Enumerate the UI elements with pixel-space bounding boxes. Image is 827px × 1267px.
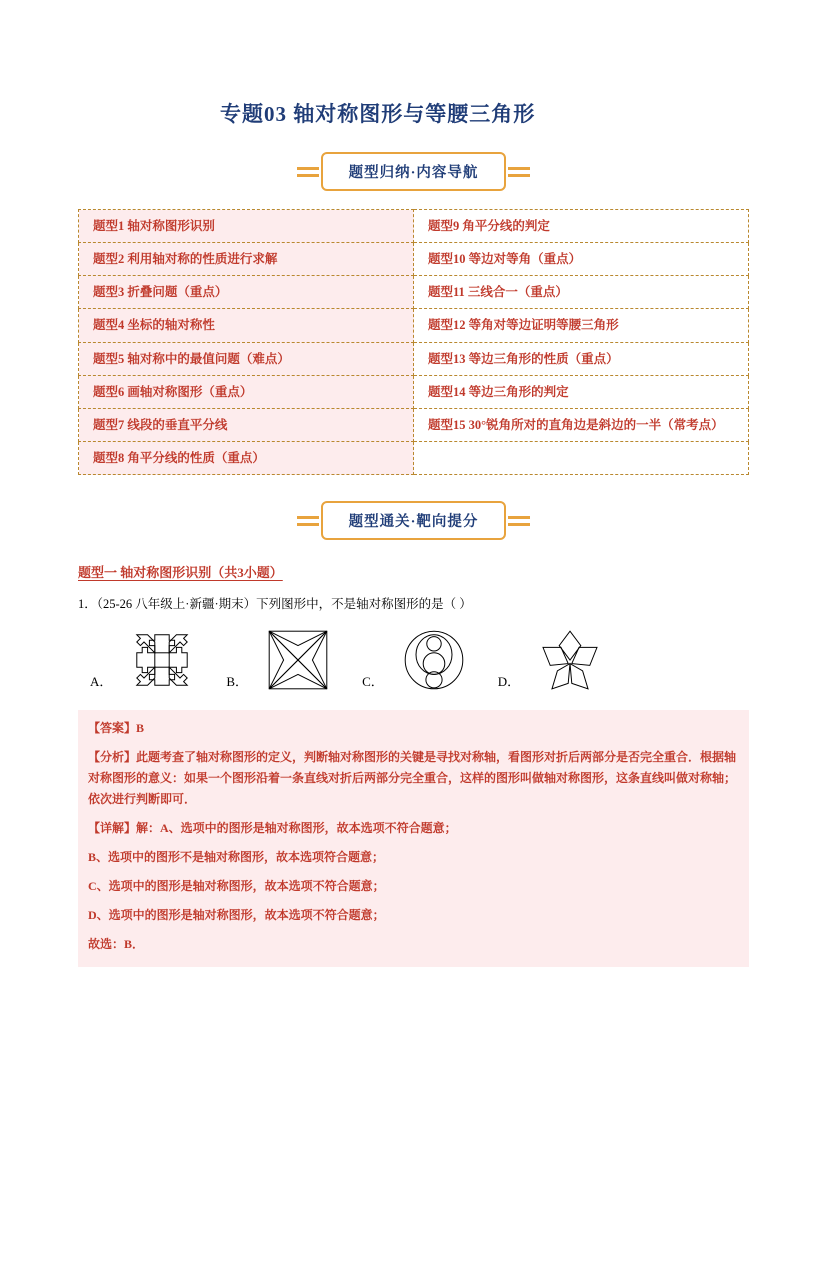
pinwheel-figure [250,624,346,696]
index-cell-right: 题型13 等边三角形的性质（重点） [414,342,749,375]
table-row [79,210,749,243]
answer-line: 【答案】B [88,721,145,735]
flower-figure [522,624,618,696]
answer-explanation-block [78,710,749,967]
banner-section-practice [78,501,749,540]
banner-first-label: 题型归纳·内容导航 [348,165,479,181]
option-d-label: D． [497,674,521,689]
answer-line: 【分析】此题考查了轴对称图形的定义，判断轴对称图形的关键是寻找对称轴，看图形对折后两部分是否完全重合．根据轴对称图形的意义：如果一个图形沿着一条直线对折后两部分完全重合，这样的图形叫做轴对称图形，这条直线叫做对称轴；依次进行判断即可． [88,750,737,806]
index-cell-right-empty [414,441,749,474]
table-row [79,408,749,441]
circles-figure [386,624,482,696]
index-cell-right: 题型12 等角对等边证明等腰三角形 [414,309,749,342]
index-cell-left: 题型6 画轴对称图形（重点） [79,375,414,408]
index-cell-left: 题型2 利用轴对称的性质进行求解 [79,243,414,276]
table-row [79,342,749,375]
table-row [79,309,749,342]
answer-line: 故选：B． [88,937,145,951]
option-b [226,624,346,696]
banner-right-wing-icon [506,165,532,179]
banner-box-first [321,152,507,191]
index-cell-right: 题型11 三线合一（重点） [414,276,749,309]
question-options-figures [78,624,749,696]
index-cell-left: 题型7 线段的垂直平分线 [79,408,414,441]
answer-line: B、选项中的图形不是轴对称图形，故本选项符合题意； [88,850,385,864]
option-b-label: B． [226,674,249,689]
document-page [0,98,827,1267]
index-cell-left: 题型4 坐标的轴对称性 [79,309,414,342]
table-row [79,276,749,309]
banner-left-wing-icon [295,165,321,179]
table-row [79,441,749,474]
index-cell-right: 题型14 等边三角形的判定 [414,375,749,408]
index-cell-right: 题型9 角平分线的判定 [414,210,749,243]
banner-section-navigation [78,152,749,191]
option-c-label: C． [362,674,384,689]
page-title: 专题03 轴对称图形与等腰三角形 [220,102,536,126]
index-cell-right: 题型15 30°锐角所对的直角边是斜边的一半（常考点） [414,408,749,441]
index-table [78,209,749,475]
answer-line: D、选项中的图形是轴对称图形，故本选项不符合题意； [88,908,385,922]
answer-line: 【详解】解：A、选项中的图形是轴对称图形，故本选项不符合题意； [88,821,457,835]
banner-box-second [321,501,507,540]
index-cell-right: 题型10 等边对等角（重点） [414,243,749,276]
option-a-label: A． [90,674,113,689]
index-cell-left: 题型1 轴对称图形识别 [79,210,414,243]
banner-left-wing-icon [295,514,321,528]
banner-second-label: 题型通关·靶向提分 [348,514,479,530]
option-c [362,624,482,696]
index-cell-left: 题型3 折叠问题（重点） [79,276,414,309]
question-text: 1．（25-26 八年级上·新疆·期末）下列图形中，不是轴对称图形的是（ ） [78,597,472,611]
index-cell-left: 题型8 角平分线的性质（重点） [79,441,414,474]
table-row [79,243,749,276]
option-d [498,624,618,696]
section-heading: 题型一 轴对称图形识别（共3小题） [78,565,283,580]
table-row [79,375,749,408]
index-cell-left: 题型5 轴对称中的最值问题（难点） [79,342,414,375]
snowflake-figure [114,624,210,696]
option-a [90,624,210,696]
answer-line: C、选项中的图形是轴对称图形，故本选项不符合题意； [88,879,385,893]
banner-right-wing-icon [506,514,532,528]
